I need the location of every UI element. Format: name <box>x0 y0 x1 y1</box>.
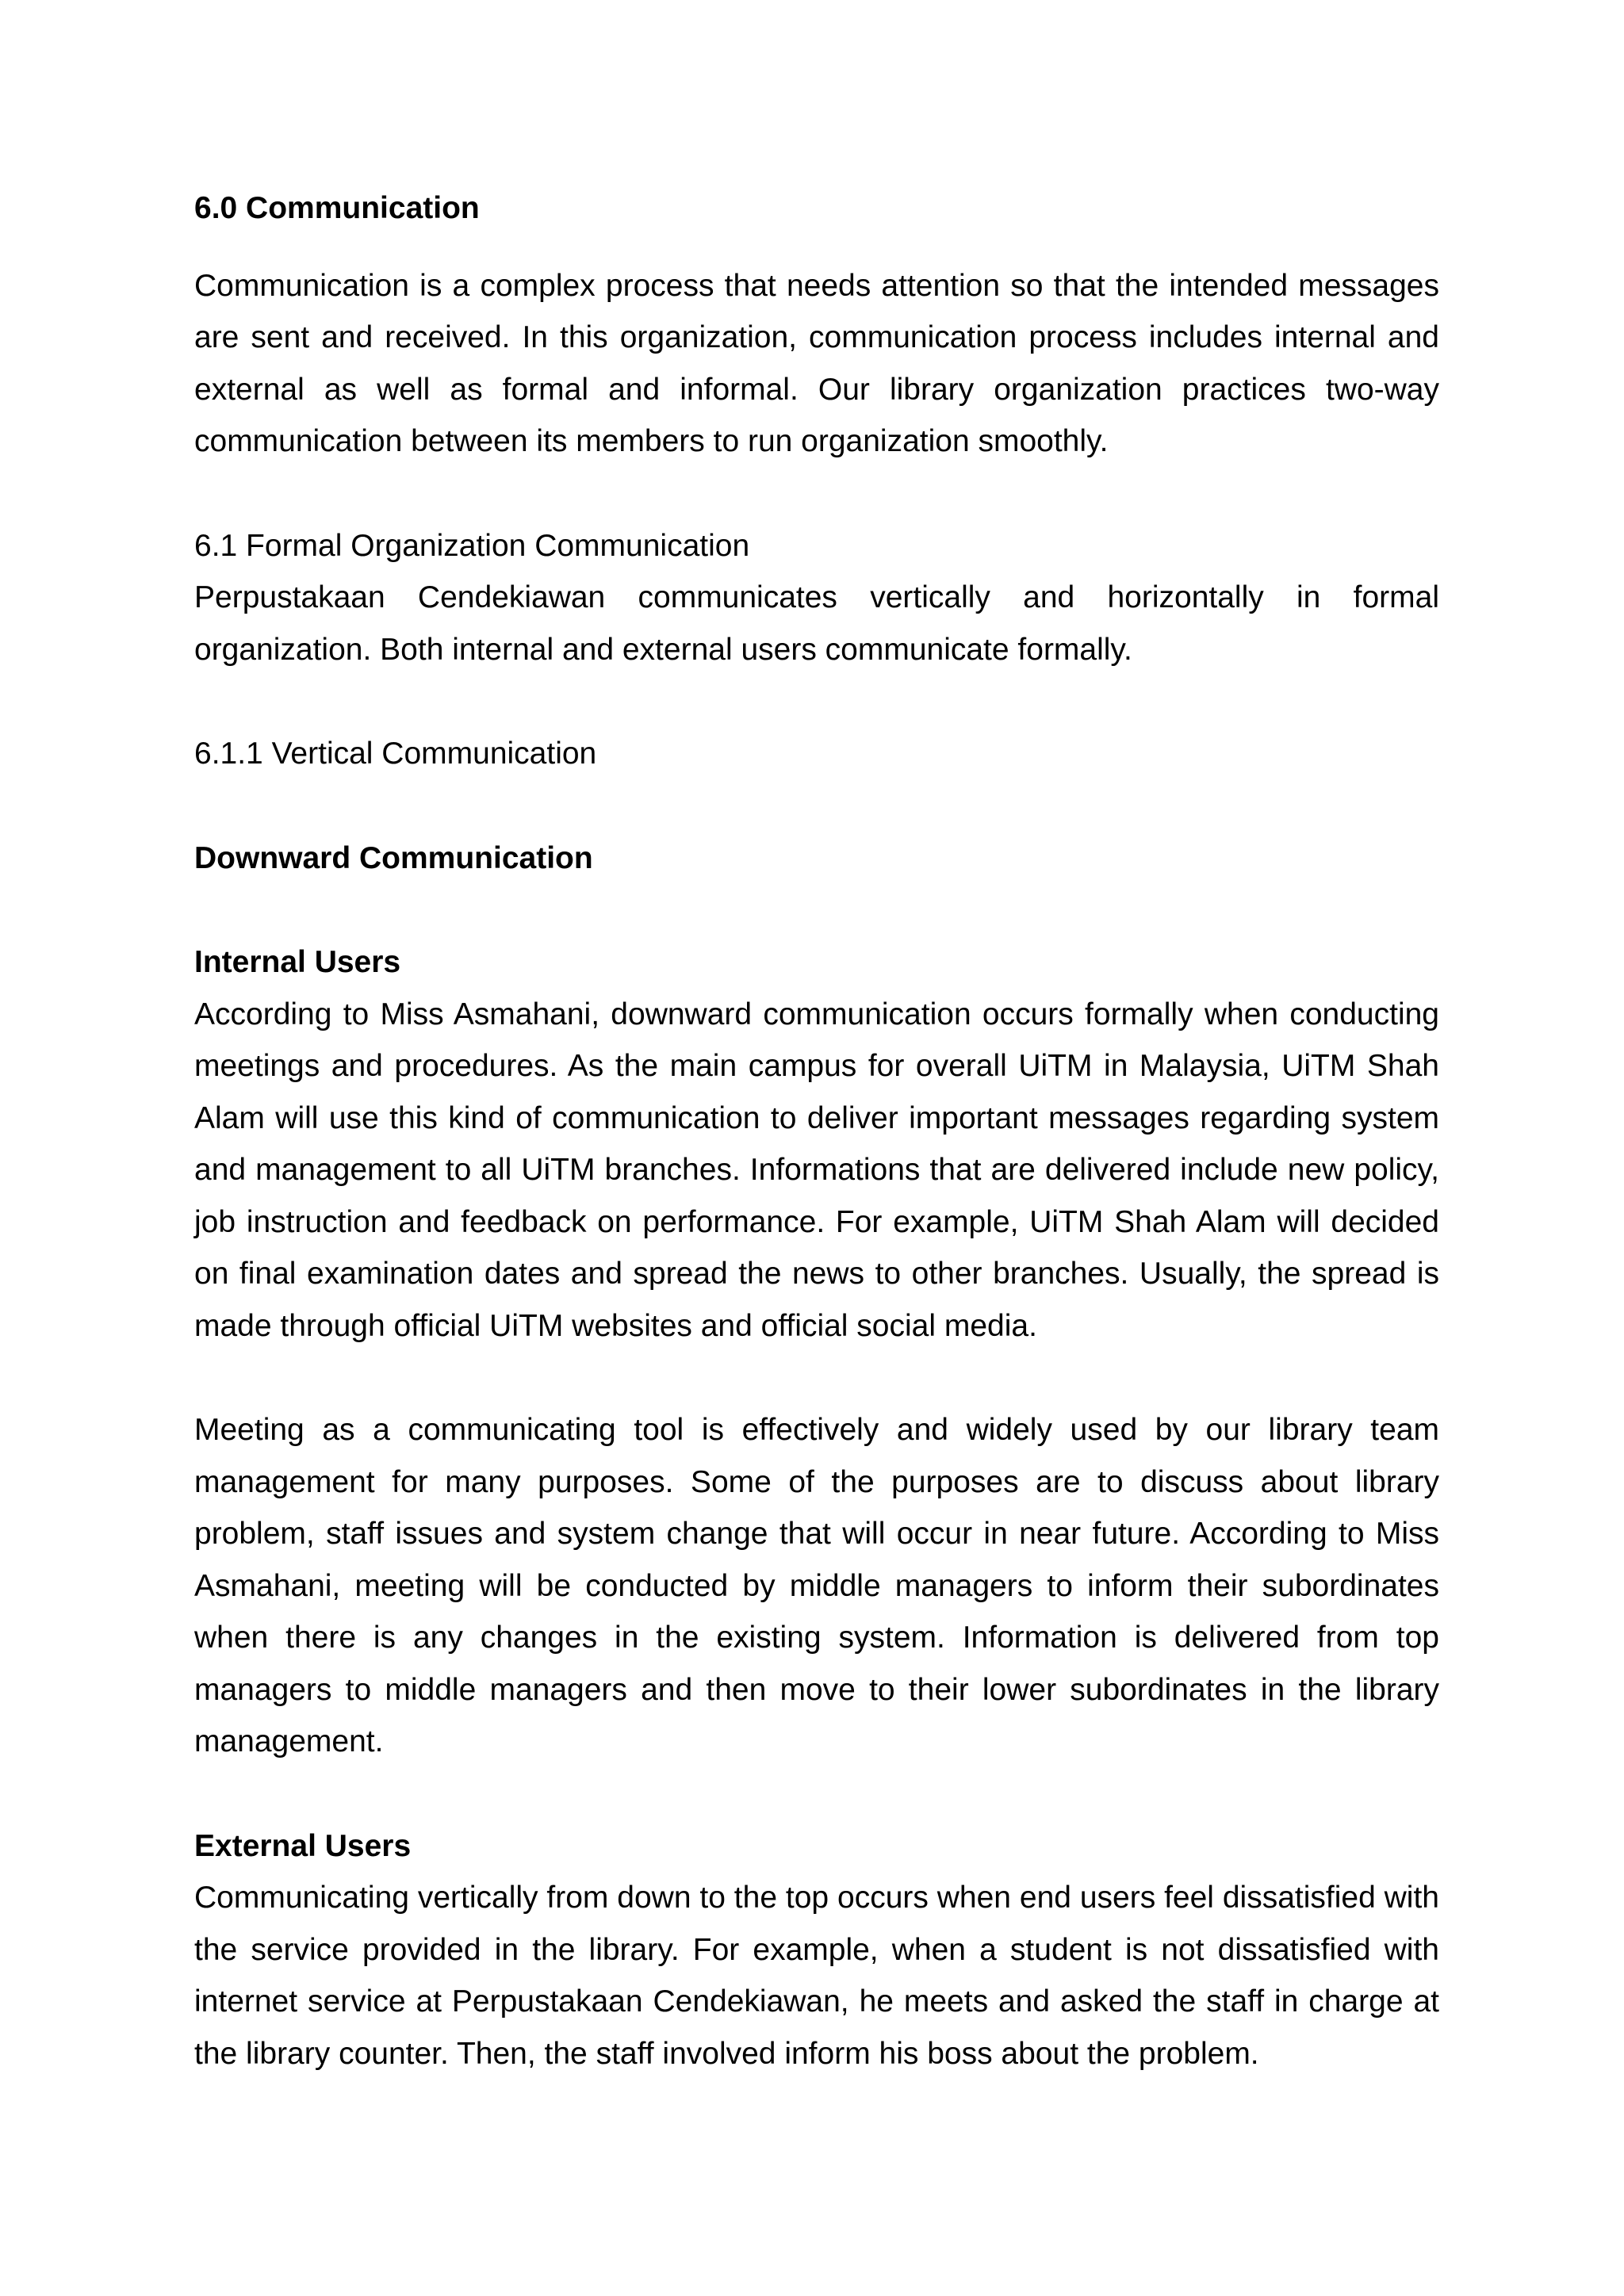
external-users-heading: External Users <box>194 1828 412 1863</box>
document-page <box>194 182 1439 2080</box>
section-6-0-heading: 6.0 Communication <box>194 191 480 225</box>
section-6-1-1-heading: 6.1.1 Vertical Communication <box>194 737 597 771</box>
internal-users-paragraph-2: Meeting as a communicating tool is effectively and widely used by our library team management for many purposes. Some of the purposes are to discuss about library problem, staff issues and system change that will occur in near future. According to Miss Asmahani, meeting will be conducted by middle managers to inform their subordinates when there is any changes in the existing system. Information is delivered from top managers to middle managers and then move to their lower subordinates in the library management. <box>194 1413 1439 1758</box>
external-users-paragraph: Communicating vertically from down to the top occurs when end users feel dissatisfied with the service provided in the library. For example, when a student is not dissatisfied with internet service at Perpustakaan Cendekiawan, he meets and asked the staff in charge at the library counter. Then, the staff involved inform his boss about the problem. <box>194 1881 1439 2071</box>
section-6-1-heading: 6.1 Formal Organization Communication <box>194 528 750 563</box>
downward-communication-heading: Downward Communication <box>194 840 593 875</box>
internal-users-heading: Internal Users <box>194 945 401 979</box>
section-6-1-paragraph: Perpustakaan Cendekiawan communicates vertically and horizontally in formal organization. Both internal and external users communicate formally. <box>194 580 1439 667</box>
section-6-0-paragraph: Communication is a complex process that needs attention so that the intended messages are sent and received. In this organization, communication process includes internal and external as well as formal and informal. Our library organization practices two-way communication between its members to run organization smoothly. <box>194 268 1439 458</box>
internal-users-paragraph-1: According to Miss Asmahani, downward communication occurs formally when conducting meetings and procedures. As the main campus for overall UiTM in Malaysia, UiTM Shah Alam will use this kind of communication to deliver important messages regarding system and management to all UiTM branches. Informations that are delivered include new policy, job instruction and feedback on performance. For example, UiTM Shah Alam will decided on final examination dates and spread the news to other branches. Usually, the spread is made through official UiTM websites and official social media. <box>194 997 1439 1343</box>
